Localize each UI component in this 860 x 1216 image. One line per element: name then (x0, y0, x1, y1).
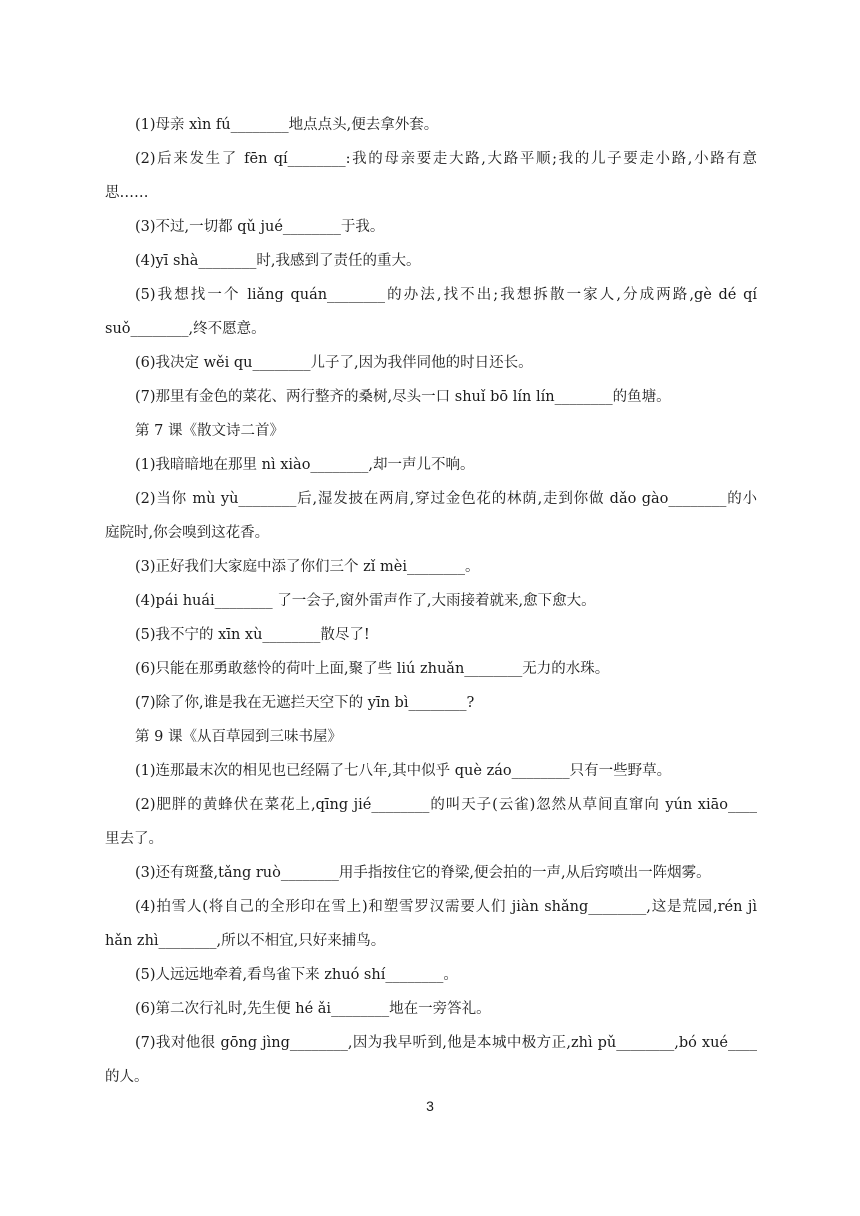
exercise-line: (7)除了你,谁是我在无遮拦天空下的 yīn bì________? (135, 695, 475, 711)
exercise-line: (2)肥胖的黄蜂伏在菜花上,qīng jié________的叫天子(云雀)忽然从草间直窜向 yún xiāo____ (135, 797, 757, 813)
exercise-line: (1)母亲 xìn fú________地点点头,便去拿外套。 (135, 117, 439, 133)
exercise-line: (1)我暗暗地在那里 nì xiào________,却一声儿不响。 (135, 457, 475, 473)
page-number: 3 (426, 1098, 434, 1114)
exercise-line: 思…… (105, 185, 149, 201)
exercise-line: (6)第二次行礼时,先生便 hé ǎi________地在一旁答礼。 (135, 1001, 491, 1017)
section-heading: 第 7 课《散文诗二首》 (135, 423, 284, 439)
exercise-line: (2)当你 mù yù________后,湿发披在两肩,穿过金色花的林荫,走到你做 dǎo gào________的小 (135, 491, 757, 507)
exercise-line: (1)连那最末次的相见也已经隔了七八年,其中似乎 què záo________只有一些野草。 (135, 763, 672, 779)
exercise-line: (3)不过,一切都 qǔ jué________于我。 (135, 219, 385, 235)
exercise-line: (3)还有斑蝥,tǎng ruò________用手指按住它的脊梁,便会拍的一声,从后窍喷出一阵烟雾。 (135, 865, 711, 881)
exercise-line: (2)后来发生了 fēn qí________:我的母亲要走大路,大路平顺;我的儿子要走小路,小路有意 (135, 151, 757, 167)
exercise-line: (4)yī shà________时,我感到了责任的重大。 (135, 253, 421, 269)
exercise-line: 里去了。 (105, 831, 163, 847)
exercise-line: (7)我对他很 gōng jìng________,因为我早听到,他是本城中极方正,zhì pǔ________,bó xué____ (135, 1035, 757, 1051)
exercise-line: (3)正好我们大家庭中添了你们三个 zǐ mèi________。 (135, 559, 480, 575)
exercise-line: (4)拍雪人(将自己的全形印在雪上)和塑雪罗汉需要人们 jiàn shǎng________,这是荒园,rén jì (135, 899, 757, 915)
exercise-line: 庭院时,你会嗅到这花香。 (105, 525, 270, 541)
exercise-line: (5)人远远地牵着,看鸟雀下来 zhuó shí________。 (135, 967, 458, 983)
section-heading: 第 9 课《从百草园到三味书屋》 (135, 729, 342, 745)
exercise-line: (6)只能在那勇敢慈怜的荷叶上面,聚了些 liú zhuǎn________无力的水珠。 (135, 661, 610, 677)
exercise-line: (5)我想找一个 liǎng quán________的办法,找不出;我想拆散一家人,分成两路,gè dé qí (135, 287, 757, 303)
exercise-line: (4)pái huái________ 了一会子,窗外雷声作了,大雨接着就来,愈下愈大。 (135, 593, 596, 609)
exercise-line: hǎn zhì________,所以不相宜,只好来捕鸟。 (105, 933, 386, 949)
exercise-line: (6)我决定 wěi qu________儿子了,因为我伴同他的时日还长。 (135, 355, 533, 371)
exercise-line: 的人。 (105, 1069, 149, 1085)
exercise-content (105, 108, 757, 1094)
exercise-line: (7)那里有金色的菜花、两行整齐的桑树,尽头一口 shuǐ bō lín lín________的鱼塘。 (135, 389, 671, 405)
exercise-line: (5)我不宁的 xīn xù________散尽了! (135, 627, 370, 643)
exercise-line: suǒ________,终不愿意。 (105, 321, 266, 337)
